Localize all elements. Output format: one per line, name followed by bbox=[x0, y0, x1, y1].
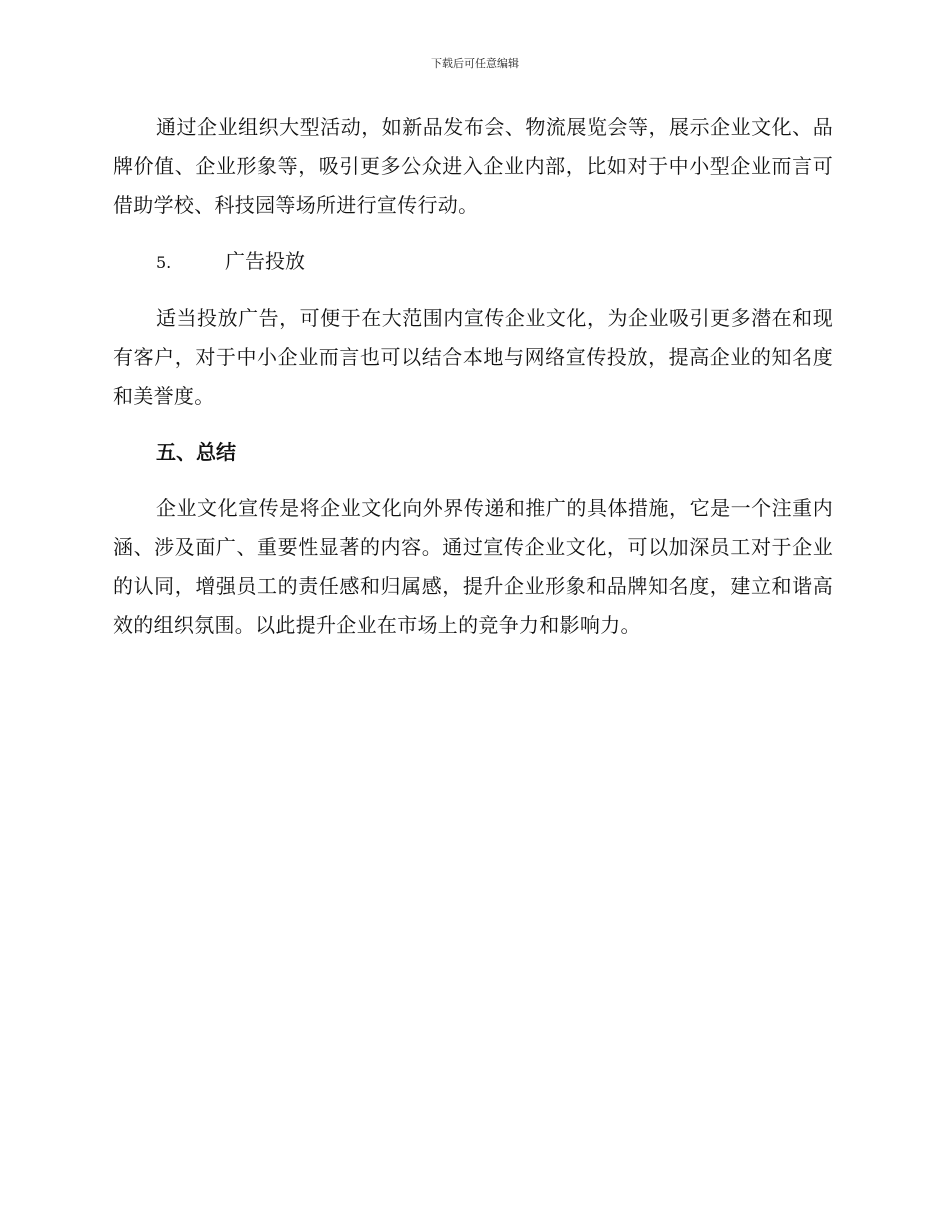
list-item-advertising bbox=[113, 242, 833, 282]
section-heading-summary: 五、总结 bbox=[156, 440, 236, 464]
list-item-label: 广告投放 bbox=[225, 249, 305, 273]
list-item-number: 5. bbox=[156, 253, 172, 272]
page-header: 下载后可任意编辑 bbox=[431, 57, 519, 70]
paragraph-activities: 通过企业组织大型活动，如新品发布会、物流展览会等，展示企业文化、品牌价值、企业形象等，吸引更多公众进入企业内部，比如对于中小型企业而言可借助学校、科技园等场所进行宣传行动。 bbox=[113, 115, 833, 217]
document-body bbox=[113, 108, 833, 662]
paragraph-advertising: 适当投放广告，可便于在大范围内宣传企业文化，为企业吸引更多潜在和现有客户，对于中小企业而言也可以结合本地与网络宣传投放，提高企业的知名度和美誉度。 bbox=[113, 306, 833, 408]
paragraph-summary: 企业文化宣传是将企业文化向外界传递和推广的具体措施，它是一个注重内涵、涉及面广、重要性显著的内容。通过宣传企业文化，可以加深员工对于企业的认同，增强员工的责任感和归属感，提升企业形象和品牌知名度，建立和谐高效的组织氛围。以此提升企业在市场上的竞争力和影响力。 bbox=[113, 496, 833, 637]
